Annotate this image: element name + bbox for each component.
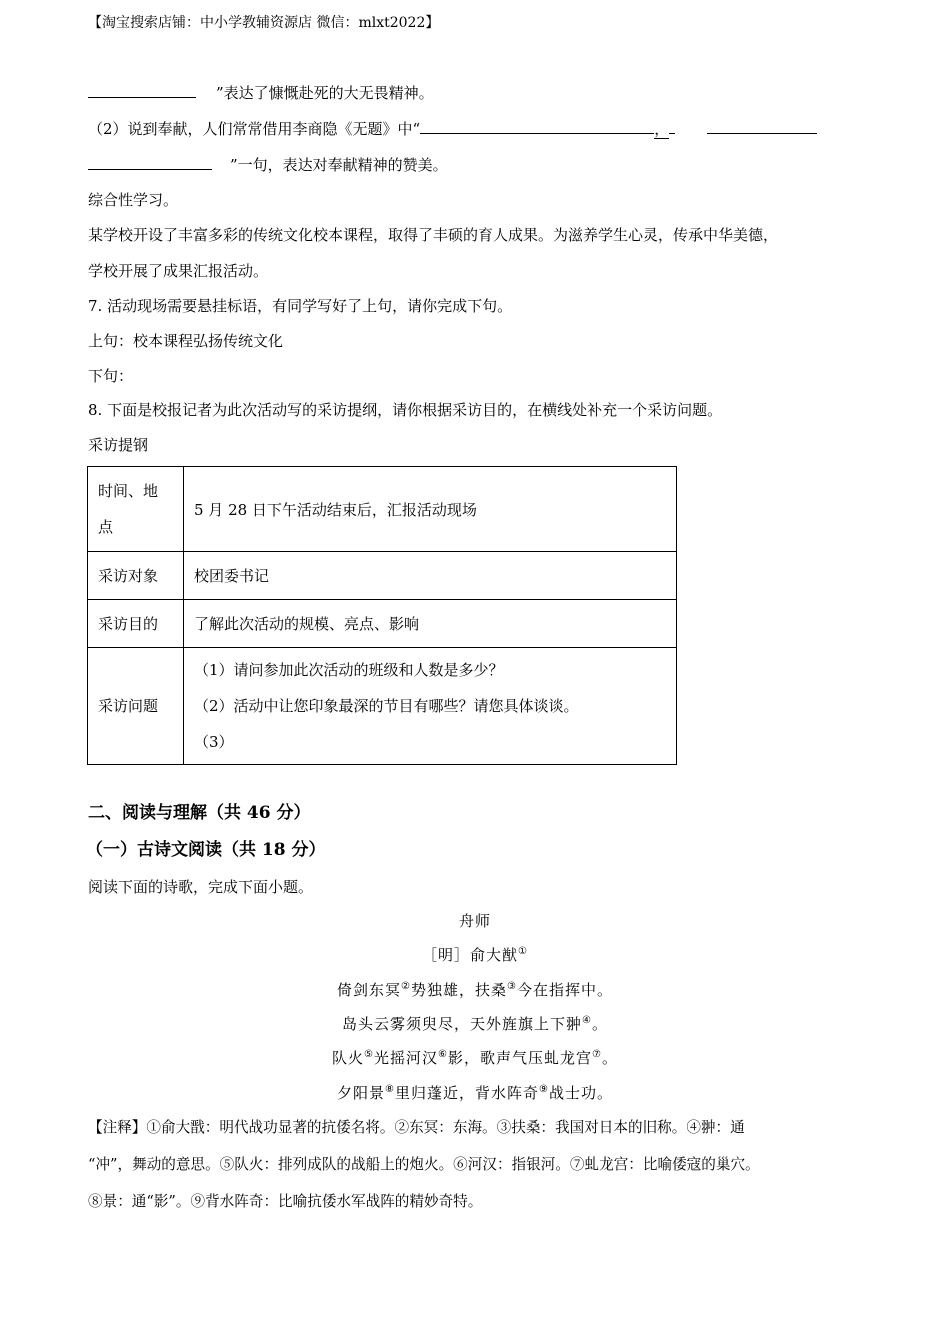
poem-text: 倚剑东冥 [337, 981, 402, 999]
fill-line-1 [88, 82, 434, 103]
annotation-line-1: 【注释】①俞大戬：明代战功显著的抗倭名将。②东冥：东海。③扶桑：我国对日本的旧称。④翀：通 [88, 1119, 745, 1136]
fill-line-3 [88, 154, 448, 175]
lower-couplet: 下句： [88, 367, 134, 385]
row-value: 了解此次活动的规模、亮点、影响 [184, 600, 677, 648]
footnote-mark: ⑧ [385, 1084, 395, 1095]
row-header-line: 时间、地 [98, 482, 159, 500]
page-header-watermark: 【淘宝搜索店铺：中小学教辅资源店 微信：mlxt2022】 [88, 15, 440, 31]
answer-blank[interactable] [420, 118, 654, 134]
footnote-mark: ⑨ [539, 1084, 549, 1095]
table-row [88, 467, 677, 552]
question-7: 7. 活动现场需要悬挂标语，有同学写好了上句，请你完成下句。 [88, 297, 513, 315]
poem-title: 舟师 [458, 912, 491, 930]
table-row [88, 552, 677, 600]
poem-text: 。 [591, 1015, 608, 1033]
poem-line-1 [0, 980, 950, 1000]
question-text: （2）说到奉献，人们常常借用李商隐《无题》中“ [88, 120, 421, 138]
footnote-mark: ③ [507, 981, 517, 992]
row-header: 采访对象 [88, 552, 184, 600]
interview-question: （2）活动中让您印象最深的节目有哪些？请您具体谈谈。 [194, 697, 579, 715]
poem-line-4 [0, 1083, 950, 1103]
outline-title: 采访提钢 [88, 436, 149, 454]
poem-text: 岛头云雾须臾尽，天外旌旗上下翀 [342, 1015, 583, 1033]
row-header [88, 467, 184, 552]
poem-text: 夕阳景 [337, 1084, 386, 1102]
row-value: 5 月 28 日下午活动结束后，汇报活动现场 [184, 467, 677, 552]
footnote-mark: ④ [582, 1015, 592, 1026]
intro-paragraph-line-2: 学校开展了成果汇报活动。 [88, 262, 269, 280]
subsection-heading: （一）古诗文阅读（共 18 分） [86, 840, 326, 860]
poem-text: 战士功。 [548, 1084, 613, 1102]
footnote-mark: ① [518, 946, 528, 957]
intro-paragraph-line-1: 某学校开设了丰富多彩的传统文化校本课程，取得了丰硕的育人成果。为滋养学生心灵，传承中华美德， [88, 226, 779, 244]
upper-couplet: 上句：校本课程弘扬传统文化 [88, 332, 284, 350]
annotation-line-3: ⑧景：通“影”。⑨背水阵奇：比喻抗倭水军战阵的精妙奇特。 [88, 1193, 483, 1210]
poem-line-2 [0, 1014, 950, 1034]
poem-text: 队火 [332, 1049, 365, 1067]
interview-outline-table [87, 466, 677, 765]
interview-question-blank[interactable]: （3） [194, 733, 234, 751]
answer-blank[interactable] [88, 154, 212, 170]
row-value: 校团委书记 [184, 552, 677, 600]
line-text: ”一句，表达对奉献精神的赞美。 [230, 156, 448, 174]
question-8: 8. 下面是校报记者为此次活动写的采访提纲，请你根据采访目的，在横线处补充一个采访问题。 [88, 401, 723, 419]
annotation-line-2: “冲”，舞动的意思。⑤队火：排列成队的战船上的炮火。⑥河汉：指银河。⑦虬龙宫：比喻倭寇的巢穴。 [88, 1156, 760, 1173]
footnote-mark: ② [401, 981, 411, 992]
row-header: 采访问题 [88, 648, 184, 765]
table-row [88, 600, 677, 648]
reading-instruction: 阅读下面的诗歌，完成下面小题。 [88, 878, 314, 896]
row-header-line: 点 [98, 518, 114, 536]
footnote-mark: ⑤ [364, 1049, 374, 1060]
poem-author [0, 945, 950, 965]
poem-text: 影，歌声气压虬龙宫 [447, 1049, 592, 1067]
section-heading: 二、阅读与理解（共 46 分） [88, 803, 311, 823]
line-text: ”表达了慷慨赴死的大无畏精神。 [216, 84, 434, 102]
row-header: 采访目的 [88, 600, 184, 648]
answer-blank[interactable] [707, 118, 817, 134]
footnote-mark: ⑥ [438, 1049, 448, 1060]
comma: ， [654, 120, 670, 138]
poem-text: 势独雄，扶桑 [410, 981, 507, 999]
poem-text: 光摇河汉 [374, 1049, 439, 1067]
poem-line-3 [0, 1048, 950, 1068]
poem-text: 。 [601, 1049, 618, 1067]
interview-question: （1）请问参加此次活动的班级和人数是多少？ [194, 661, 504, 679]
fill-line-2 [88, 118, 817, 139]
table-row [88, 648, 677, 765]
poem-text: 里归蓬近，背水阵奇 [394, 1084, 539, 1102]
row-value [184, 648, 677, 765]
footnote-mark: ⑦ [592, 1049, 602, 1060]
poem-text: 今在指挥中。 [516, 981, 613, 999]
comprehensive-heading: 综合性学习。 [88, 191, 179, 209]
answer-blank[interactable] [88, 82, 196, 98]
answer-blank-tail [669, 118, 675, 134]
author-text: ［明］俞大猷 [422, 946, 519, 964]
